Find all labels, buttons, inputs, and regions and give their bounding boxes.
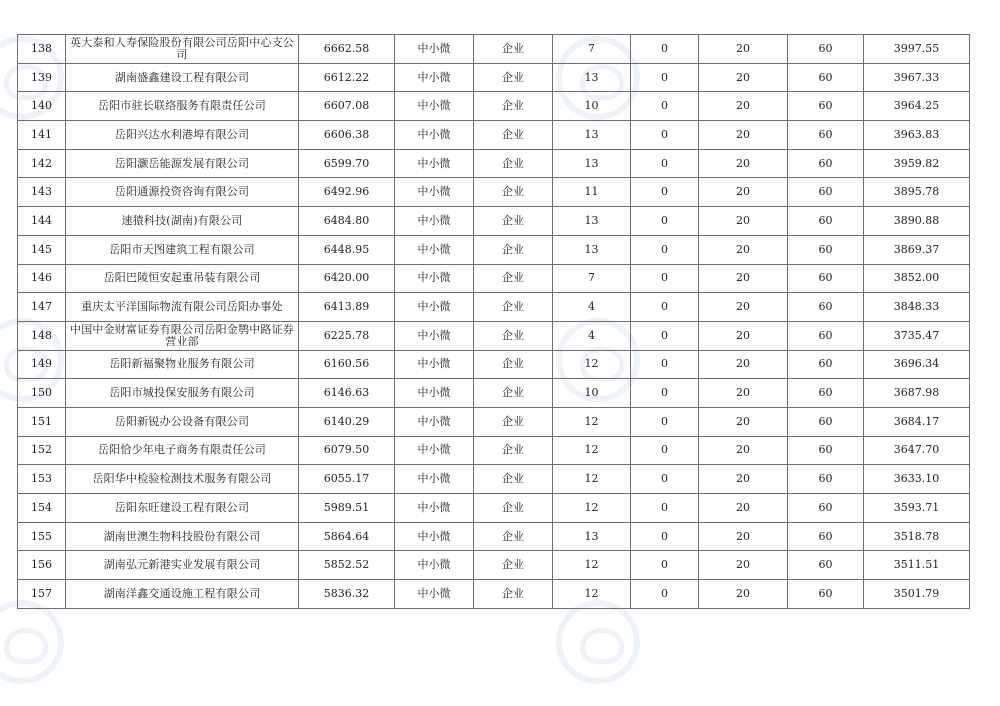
amount-cell: 6420.00 <box>299 264 395 293</box>
enterprise-size-cell: 中小微 <box>395 522 474 551</box>
amount-cell: 6606.38 <box>299 121 395 150</box>
amount-cell: 5989.51 <box>299 494 395 523</box>
amount-cell: 6140.29 <box>299 407 395 436</box>
value-cell-2: 0 <box>631 321 699 350</box>
value-cell-1: 13 <box>553 63 631 92</box>
amount-cell: 5836.32 <box>299 580 395 609</box>
table-row <box>18 293 970 322</box>
enterprise-size-cell: 中小微 <box>395 207 474 236</box>
enterprise-size-cell: 中小微 <box>395 35 474 64</box>
entity-type-cell: 企业 <box>474 321 553 350</box>
value-cell-3: 20 <box>699 494 788 523</box>
value-cell-1: 10 <box>553 379 631 408</box>
value-cell-2: 0 <box>631 379 699 408</box>
company-name-cell: 岳阳市城投保安服务有限公司 <box>66 379 299 408</box>
value-cell-1: 4 <box>553 293 631 322</box>
table-row <box>18 207 970 236</box>
table-row <box>18 178 970 207</box>
value-cell-1: 12 <box>553 465 631 494</box>
table-body <box>18 35 970 609</box>
company-name-cell: 重庆太平洋国际物流有限公司岳阳办事处 <box>66 293 299 322</box>
table-row <box>18 235 970 264</box>
company-name-cell: 岳阳兴达水利港埠有限公司 <box>66 121 299 150</box>
value-cell-4: 60 <box>788 494 864 523</box>
value-cell-4: 60 <box>788 207 864 236</box>
value-cell-4: 60 <box>788 92 864 121</box>
value-cell-3: 20 <box>699 92 788 121</box>
amount-cell: 6612.22 <box>299 63 395 92</box>
entity-type-cell: 企业 <box>474 551 553 580</box>
value-cell-4: 60 <box>788 178 864 207</box>
entity-type-cell: 企业 <box>474 465 553 494</box>
value-cell-2: 0 <box>631 407 699 436</box>
value-cell-4: 60 <box>788 522 864 551</box>
row-number-cell: 148 <box>18 321 66 350</box>
value-cell-1: 12 <box>553 350 631 379</box>
value-cell-3: 20 <box>699 35 788 64</box>
value-cell-1: 13 <box>553 149 631 178</box>
company-table <box>17 34 970 609</box>
value-cell-2: 0 <box>631 522 699 551</box>
value-cell-3: 20 <box>699 207 788 236</box>
amount-cell: 6607.08 <box>299 92 395 121</box>
table-row <box>18 522 970 551</box>
value-cell-1: 13 <box>553 121 631 150</box>
table-row <box>18 580 970 609</box>
entity-type-cell: 企业 <box>474 293 553 322</box>
amount-cell: 6160.56 <box>299 350 395 379</box>
company-name-cell: 岳阳东旺建设工程有限公司 <box>66 494 299 523</box>
enterprise-size-cell: 中小微 <box>395 436 474 465</box>
value-cell-3: 20 <box>699 436 788 465</box>
company-name-cell: 速猿科技(湖南)有限公司 <box>66 207 299 236</box>
row-number-cell: 145 <box>18 235 66 264</box>
value-cell-4: 60 <box>788 264 864 293</box>
row-number-cell: 146 <box>18 264 66 293</box>
enterprise-size-cell: 中小微 <box>395 149 474 178</box>
row-number-cell: 142 <box>18 149 66 178</box>
enterprise-size-cell: 中小微 <box>395 465 474 494</box>
total-cell: 3848.33 <box>864 293 970 322</box>
row-number-cell: 140 <box>18 92 66 121</box>
total-cell: 3964.25 <box>864 92 970 121</box>
value-cell-1: 12 <box>553 494 631 523</box>
entity-type-cell: 企业 <box>474 235 553 264</box>
value-cell-3: 20 <box>699 580 788 609</box>
value-cell-3: 20 <box>699 551 788 580</box>
value-cell-2: 0 <box>631 264 699 293</box>
value-cell-4: 60 <box>788 293 864 322</box>
entity-type-cell: 企业 <box>474 178 553 207</box>
company-name-cell: 岳阳市天图建筑工程有限公司 <box>66 235 299 264</box>
value-cell-4: 60 <box>788 407 864 436</box>
enterprise-size-cell: 中小微 <box>395 293 474 322</box>
entity-type-cell: 企业 <box>474 494 553 523</box>
table-row <box>18 92 970 121</box>
row-number-cell: 147 <box>18 293 66 322</box>
table-row <box>18 407 970 436</box>
entity-type-cell: 企业 <box>474 580 553 609</box>
entity-type-cell: 企业 <box>474 207 553 236</box>
amount-cell: 6662.58 <box>299 35 395 64</box>
value-cell-2: 0 <box>631 293 699 322</box>
amount-cell: 6484.80 <box>299 207 395 236</box>
value-cell-1: 12 <box>553 407 631 436</box>
company-name-cell: 岳阳恰少年电子商务有限责任公司 <box>66 436 299 465</box>
row-number-cell: 144 <box>18 207 66 236</box>
row-number-cell: 151 <box>18 407 66 436</box>
value-cell-3: 20 <box>699 149 788 178</box>
value-cell-4: 60 <box>788 63 864 92</box>
value-cell-1: 12 <box>553 551 631 580</box>
value-cell-1: 7 <box>553 264 631 293</box>
total-cell: 3997.55 <box>864 35 970 64</box>
value-cell-2: 0 <box>631 149 699 178</box>
entity-type-cell: 企业 <box>474 264 553 293</box>
enterprise-size-cell: 中小微 <box>395 321 474 350</box>
value-cell-2: 0 <box>631 178 699 207</box>
total-cell: 3895.78 <box>864 178 970 207</box>
enterprise-size-cell: 中小微 <box>395 379 474 408</box>
value-cell-2: 0 <box>631 494 699 523</box>
enterprise-size-cell: 中小微 <box>395 121 474 150</box>
table-row <box>18 551 970 580</box>
total-cell: 3593.71 <box>864 494 970 523</box>
total-cell: 3852.00 <box>864 264 970 293</box>
total-cell: 3963.83 <box>864 121 970 150</box>
amount-cell: 6079.50 <box>299 436 395 465</box>
row-number-cell: 141 <box>18 121 66 150</box>
value-cell-4: 60 <box>788 580 864 609</box>
value-cell-1: 11 <box>553 178 631 207</box>
value-cell-2: 0 <box>631 580 699 609</box>
total-cell: 3684.17 <box>864 407 970 436</box>
watermark-seal-icon <box>0 600 64 684</box>
enterprise-size-cell: 中小微 <box>395 63 474 92</box>
amount-cell: 5864.64 <box>299 522 395 551</box>
entity-type-cell: 企业 <box>474 522 553 551</box>
value-cell-1: 12 <box>553 580 631 609</box>
value-cell-3: 20 <box>699 465 788 494</box>
value-cell-3: 20 <box>699 350 788 379</box>
value-cell-4: 60 <box>788 436 864 465</box>
value-cell-3: 20 <box>699 63 788 92</box>
entity-type-cell: 企业 <box>474 379 553 408</box>
enterprise-size-cell: 中小微 <box>395 551 474 580</box>
value-cell-4: 60 <box>788 149 864 178</box>
entity-type-cell: 企业 <box>474 121 553 150</box>
watermark-seal-icon <box>556 600 640 684</box>
entity-type-cell: 企业 <box>474 350 553 379</box>
value-cell-1: 13 <box>553 522 631 551</box>
table-row <box>18 350 970 379</box>
value-cell-1: 7 <box>553 35 631 64</box>
total-cell: 3647.70 <box>864 436 970 465</box>
value-cell-2: 0 <box>631 436 699 465</box>
company-name-cell: 英大泰和人寿保险股份有限公司岳阳中心支公司 <box>66 35 299 64</box>
total-cell: 3511.51 <box>864 551 970 580</box>
total-cell: 3501.79 <box>864 580 970 609</box>
row-number-cell: 149 <box>18 350 66 379</box>
company-name-cell: 中国中金财富证券有限公司岳阳金鹗中路证券营业部 <box>66 321 299 350</box>
table-row <box>18 149 970 178</box>
row-number-cell: 155 <box>18 522 66 551</box>
amount-cell: 6225.78 <box>299 321 395 350</box>
row-number-cell: 138 <box>18 35 66 64</box>
company-name-cell: 岳阳通源投资咨询有限公司 <box>66 178 299 207</box>
value-cell-2: 0 <box>631 35 699 64</box>
value-cell-3: 20 <box>699 121 788 150</box>
value-cell-3: 20 <box>699 178 788 207</box>
value-cell-2: 0 <box>631 121 699 150</box>
enterprise-size-cell: 中小微 <box>395 92 474 121</box>
value-cell-3: 20 <box>699 522 788 551</box>
value-cell-4: 60 <box>788 121 864 150</box>
amount-cell: 6448.95 <box>299 235 395 264</box>
row-number-cell: 156 <box>18 551 66 580</box>
total-cell: 3890.88 <box>864 207 970 236</box>
value-cell-1: 4 <box>553 321 631 350</box>
value-cell-3: 20 <box>699 321 788 350</box>
value-cell-4: 60 <box>788 379 864 408</box>
entity-type-cell: 企业 <box>474 407 553 436</box>
total-cell: 3967.33 <box>864 63 970 92</box>
total-cell: 3959.82 <box>864 149 970 178</box>
value-cell-4: 60 <box>788 551 864 580</box>
enterprise-size-cell: 中小微 <box>395 264 474 293</box>
entity-type-cell: 企业 <box>474 92 553 121</box>
row-number-cell: 154 <box>18 494 66 523</box>
value-cell-3: 20 <box>699 264 788 293</box>
amount-cell: 6599.70 <box>299 149 395 178</box>
value-cell-3: 20 <box>699 407 788 436</box>
company-name-cell: 湖南洋鑫交通设施工程有限公司 <box>66 580 299 609</box>
table-row <box>18 465 970 494</box>
row-number-cell: 152 <box>18 436 66 465</box>
row-number-cell: 150 <box>18 379 66 408</box>
table-row <box>18 379 970 408</box>
value-cell-1: 10 <box>553 92 631 121</box>
row-number-cell: 157 <box>18 580 66 609</box>
total-cell: 3633.10 <box>864 465 970 494</box>
value-cell-3: 20 <box>699 235 788 264</box>
amount-cell: 6146.63 <box>299 379 395 408</box>
value-cell-1: 13 <box>553 207 631 236</box>
value-cell-2: 0 <box>631 235 699 264</box>
value-cell-3: 20 <box>699 293 788 322</box>
table-row <box>18 494 970 523</box>
amount-cell: 6413.89 <box>299 293 395 322</box>
total-cell: 3735.47 <box>864 321 970 350</box>
amount-cell: 6492.96 <box>299 178 395 207</box>
enterprise-size-cell: 中小微 <box>395 178 474 207</box>
total-cell: 3518.78 <box>864 522 970 551</box>
value-cell-2: 0 <box>631 63 699 92</box>
value-cell-2: 0 <box>631 551 699 580</box>
enterprise-size-cell: 中小微 <box>395 235 474 264</box>
value-cell-1: 12 <box>553 436 631 465</box>
amount-cell: 6055.17 <box>299 465 395 494</box>
row-number-cell: 139 <box>18 63 66 92</box>
value-cell-2: 0 <box>631 92 699 121</box>
company-name-cell: 岳阳新锐办公设备有限公司 <box>66 407 299 436</box>
value-cell-4: 60 <box>788 465 864 494</box>
enterprise-size-cell: 中小微 <box>395 350 474 379</box>
table-row <box>18 436 970 465</box>
table-row <box>18 63 970 92</box>
value-cell-4: 60 <box>788 350 864 379</box>
company-name-cell: 湖南弘元新港实业发展有限公司 <box>66 551 299 580</box>
company-name-cell: 湖南盛鑫建设工程有限公司 <box>66 63 299 92</box>
company-name-cell: 岳阳华中检验检测技术服务有限公司 <box>66 465 299 494</box>
total-cell: 3687.98 <box>864 379 970 408</box>
company-name-cell: 岳阳巴陵恒安起重吊装有限公司 <box>66 264 299 293</box>
value-cell-4: 60 <box>788 35 864 64</box>
entity-type-cell: 企业 <box>474 63 553 92</box>
total-cell: 3696.34 <box>864 350 970 379</box>
table-row <box>18 321 970 350</box>
value-cell-2: 0 <box>631 350 699 379</box>
value-cell-2: 0 <box>631 207 699 236</box>
entity-type-cell: 企业 <box>474 436 553 465</box>
table-row <box>18 35 970 64</box>
total-cell: 3869.37 <box>864 235 970 264</box>
company-name-cell: 岳阳市驻长联络服务有限责任公司 <box>66 92 299 121</box>
company-name-cell: 岳阳新福聚物业服务有限公司 <box>66 350 299 379</box>
enterprise-size-cell: 中小微 <box>395 407 474 436</box>
table-row <box>18 264 970 293</box>
table-row <box>18 121 970 150</box>
company-name-cell: 湖南世澳生物科技股份有限公司 <box>66 522 299 551</box>
enterprise-size-cell: 中小微 <box>395 494 474 523</box>
value-cell-4: 60 <box>788 235 864 264</box>
value-cell-4: 60 <box>788 321 864 350</box>
value-cell-2: 0 <box>631 465 699 494</box>
row-number-cell: 143 <box>18 178 66 207</box>
amount-cell: 5852.52 <box>299 551 395 580</box>
company-name-cell: 岳阳灏岳能源发展有限公司 <box>66 149 299 178</box>
value-cell-1: 13 <box>553 235 631 264</box>
value-cell-3: 20 <box>699 379 788 408</box>
entity-type-cell: 企业 <box>474 35 553 64</box>
enterprise-size-cell: 中小微 <box>395 580 474 609</box>
row-number-cell: 153 <box>18 465 66 494</box>
entity-type-cell: 企业 <box>474 149 553 178</box>
